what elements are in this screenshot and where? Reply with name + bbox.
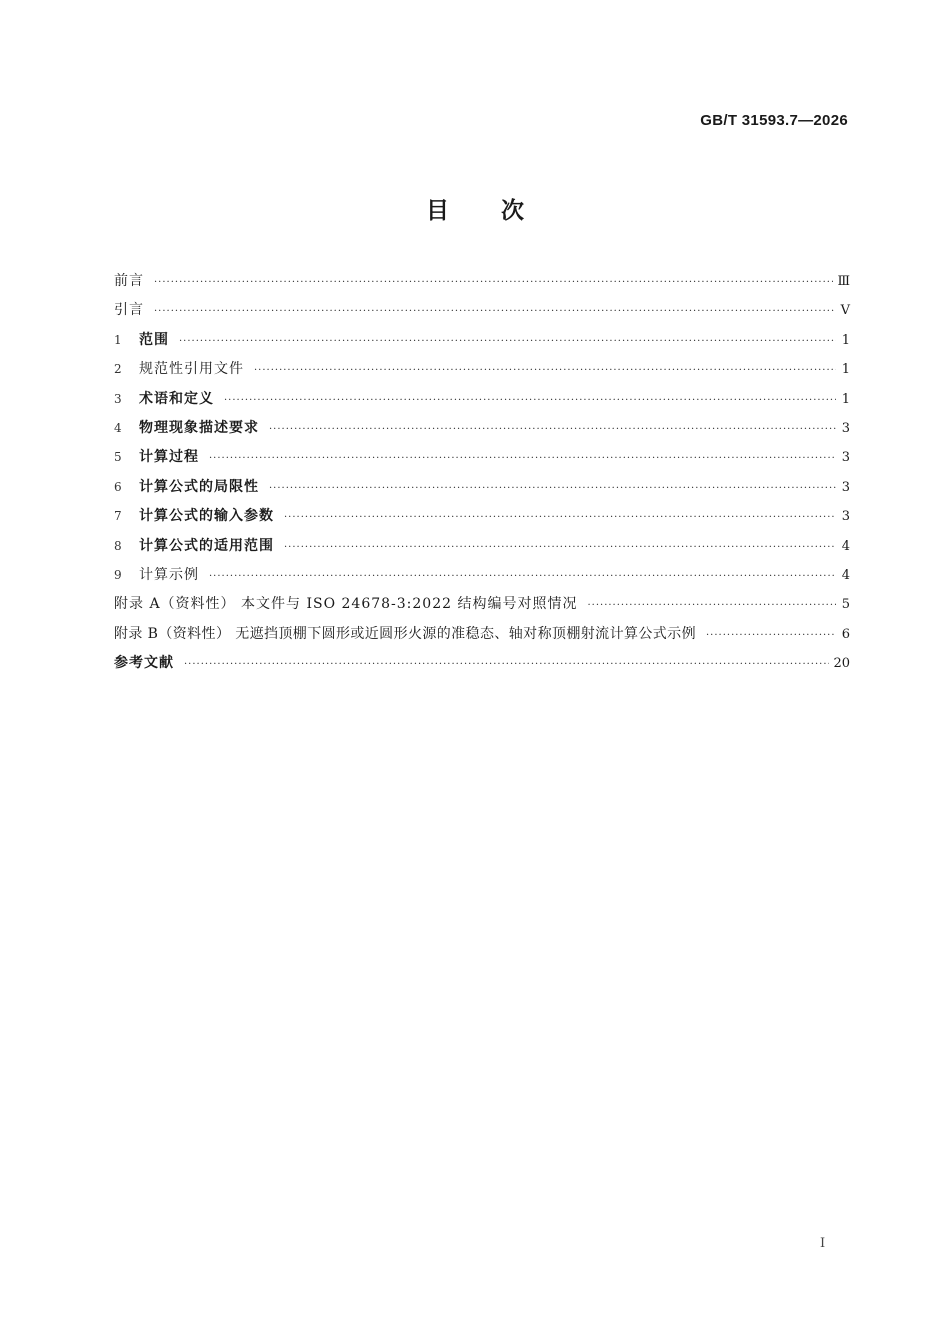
title-char-2: 次 — [501, 198, 524, 224]
toc-page-number: Ⅲ — [837, 274, 850, 289]
leader-dots — [209, 453, 836, 464]
toc-label: 计算公式的输入参数 — [139, 508, 274, 525]
toc-section-number: 5 — [114, 450, 122, 465]
toc-section-number: 8 — [114, 538, 122, 553]
toc-entry-calculation-process[interactable] — [114, 446, 850, 475]
leader-dots — [269, 483, 836, 494]
page-number: Ⅰ — [820, 1236, 826, 1251]
toc-page-number: 3 — [841, 479, 850, 495]
toc-label: 范围 — [139, 331, 169, 348]
toc-section-number: 9 — [114, 567, 122, 582]
toc-section-number: 3 — [114, 391, 122, 406]
leader-dots — [209, 571, 836, 582]
leader-dots — [284, 542, 836, 553]
toc-entry-foreword[interactable] — [114, 270, 850, 299]
title-char-1: 目 — [426, 198, 449, 224]
toc-page-number: 3 — [841, 450, 850, 466]
toc-entry-introduction[interactable] — [114, 299, 850, 328]
leader-dots — [179, 336, 836, 347]
standard-code: GB/T 31593.7—2026 — [700, 112, 848, 129]
toc-entry-application-range[interactable] — [114, 535, 850, 564]
toc-entry-annex-b[interactable] — [114, 623, 850, 652]
leader-dots — [269, 424, 836, 435]
toc-label: 前言 — [114, 273, 144, 289]
leader-dots — [254, 365, 836, 376]
toc-label: 计算公式的局限性 — [139, 478, 259, 495]
toc-label: 计算公式的适用范围 — [139, 537, 274, 554]
toc-section-number: 4 — [114, 420, 122, 435]
toc-entry-annex-a[interactable] — [114, 593, 850, 622]
toc-label: 附录 A（资料性） 本文件与 ISO 24678-3:2022 结构编号对照情况 — [114, 596, 578, 613]
toc-label: 规范性引用文件 — [139, 361, 244, 378]
toc-page-number: 4 — [841, 567, 850, 583]
toc-label: 计算示例 — [139, 566, 199, 583]
toc-entry-scope[interactable] — [114, 329, 850, 358]
toc-page-number: 6 — [841, 626, 850, 642]
toc-label: 附录 B（资料性） 无遮挡顶棚下圆形或近圆形火源的准稳态、轴对称顶棚射流计算公式示例 — [114, 625, 696, 642]
toc-page-number: 4 — [841, 538, 850, 554]
toc-entry-calculation-example[interactable] — [114, 564, 850, 593]
toc-page-number: 1 — [841, 362, 850, 378]
toc-entry-terms-definitions[interactable] — [114, 388, 850, 417]
toc-label: 参考文献 — [114, 655, 174, 672]
toc-entry-physical-phenomena[interactable] — [114, 417, 850, 446]
leader-dots — [184, 659, 829, 670]
leader-dots — [224, 395, 836, 406]
leader-dots — [587, 600, 836, 611]
leader-dots — [284, 512, 836, 523]
toc-section-number: 7 — [114, 509, 122, 524]
toc-entry-bibliography[interactable] — [114, 652, 850, 681]
leader-dots — [706, 630, 836, 641]
toc-page-number: Ⅴ — [840, 303, 850, 319]
toc-label: 物理现象描述要求 — [139, 419, 259, 436]
toc-page-number: 1 — [841, 391, 850, 407]
toc-entry-normative-references[interactable] — [114, 358, 850, 387]
toc-page-number: 5 — [841, 597, 850, 613]
table-of-contents — [114, 270, 850, 681]
toc-label: 术语和定义 — [139, 390, 214, 407]
toc-label: 引言 — [114, 302, 144, 319]
page-title — [0, 192, 950, 225]
toc-page-number: 1 — [841, 332, 850, 348]
toc-section-number: 2 — [114, 362, 122, 377]
toc-page-number: 20 — [833, 656, 850, 672]
toc-entry-input-parameters[interactable] — [114, 505, 850, 534]
toc-label: 计算过程 — [139, 449, 199, 466]
toc-page-number: 3 — [841, 509, 850, 525]
toc-entry-formula-limitations[interactable] — [114, 476, 850, 505]
toc-page-number: 3 — [841, 420, 850, 436]
leader-dots — [154, 306, 836, 317]
toc-section-number: 1 — [114, 332, 122, 347]
toc-section-number: 6 — [114, 479, 122, 494]
leader-dots — [154, 277, 833, 288]
